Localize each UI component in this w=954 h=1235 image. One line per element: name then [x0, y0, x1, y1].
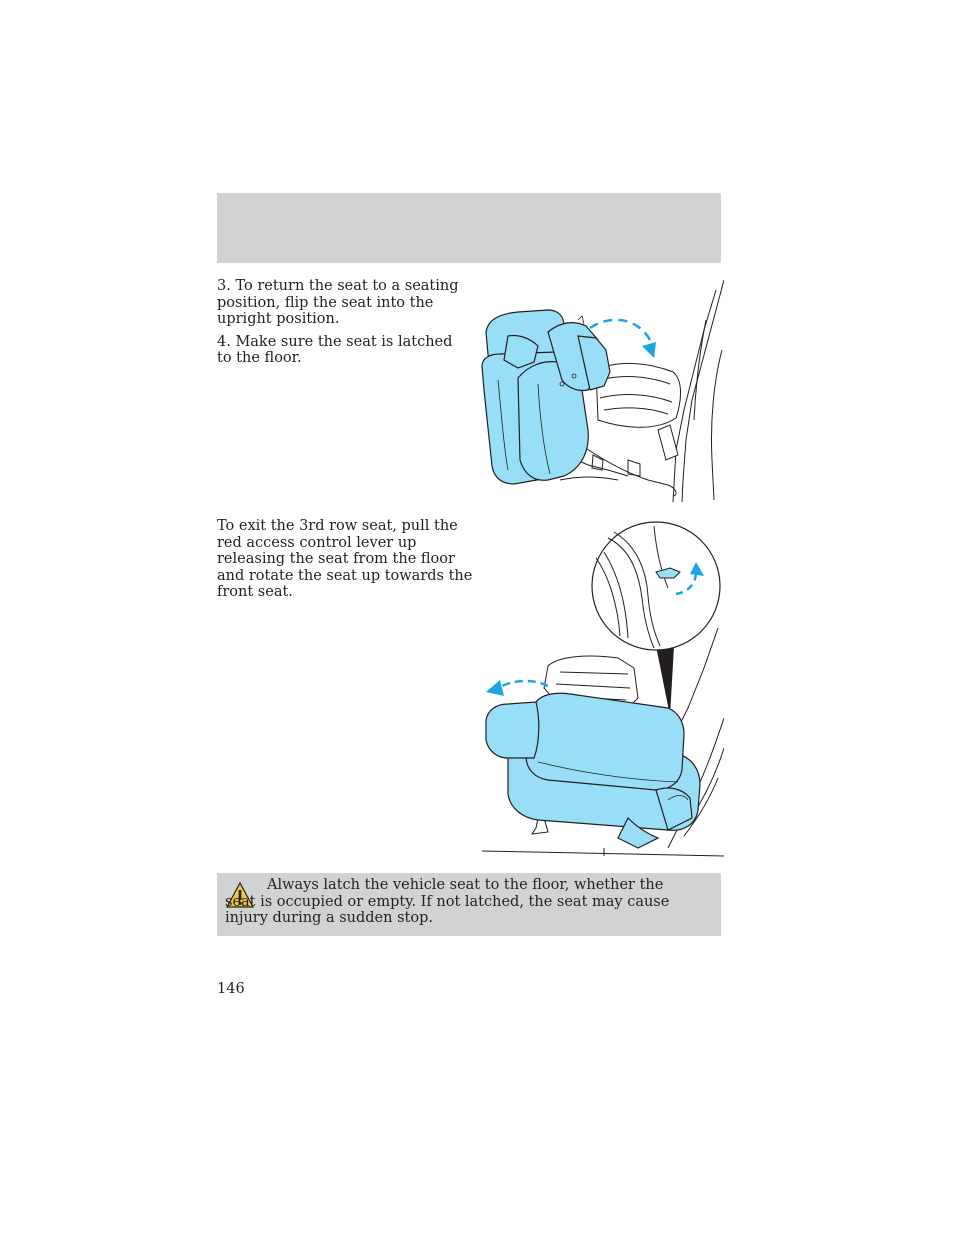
- seat-return-steps: [217, 278, 467, 373]
- step-4-text: 4. Make sure the seat is latched to the floor.: [217, 333, 453, 366]
- warning-text: Always latch the vehicle seat to the floor, whether the seat is occupied or empty. If not latched, the seat may cause injury during a sudden stop.: [225, 877, 670, 926]
- exit-third-row-instructions: To exit the 3rd row seat, pull the red access control lever up releasing the seat from the floor and rotate the seat up towards the front seat.: [217, 518, 473, 600]
- page-number: 146: [217, 981, 245, 997]
- seat-upright-illustration: [478, 280, 724, 502]
- section-header-bar: [217, 193, 721, 263]
- seat-exit-illustration: [478, 518, 724, 858]
- warning-box: [217, 873, 721, 936]
- step-3-text: 3. To return the seat to a seating position, flip the seat into the upright position.: [217, 278, 459, 327]
